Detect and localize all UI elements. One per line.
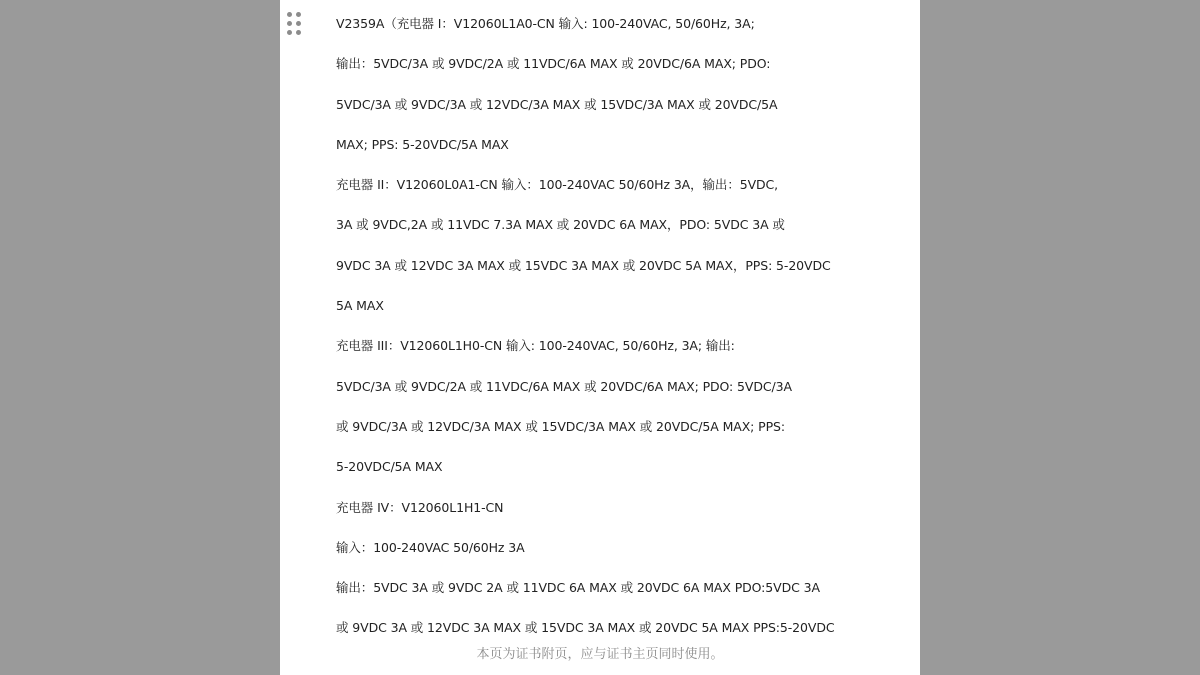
text-line: 5A MAX <box>336 298 384 314</box>
text-line: 充电器 III：V12060L1H0-CN 输入: 100-240VAC, 50/60Hz, 3A; 输出: <box>336 338 735 354</box>
drag-dot <box>296 30 301 35</box>
text-line: 或 9VDC/3A 或 12VDC/3A MAX 或 15VDC/3A MAX 或 20VDC/5A MAX; PPS: <box>336 418 785 434</box>
text-line: 充电器 II：V12060L0A1-CN 输入：100-240VAC 50/60Hz 3A，输出：5VDC, <box>336 177 779 193</box>
text-line: 输入：100-240VAC 50/60Hz 3A <box>336 539 525 555</box>
text-line: 9VDC 3A 或 12VDC 3A MAX 或 15VDC 3A MAX 或 20VDC 5A MAX，PPS: 5-20VDC <box>336 257 831 273</box>
drag-dot <box>296 21 301 26</box>
document-text-block <box>336 14 906 659</box>
drag-handle-icon[interactable] <box>287 12 301 36</box>
drag-dot <box>287 30 292 35</box>
document-page <box>280 0 920 675</box>
text-line: MAX; PPS: 5-20VDC/5A MAX <box>336 136 509 152</box>
footer-note: 本页为证书附页，应与证书主页同时使用。 <box>476 647 724 662</box>
text-line: 充电器 IV：V12060L1H1-CN <box>336 499 504 515</box>
text-line: 输出：5VDC 3A 或 9VDC 2A 或 11VDC 6A MAX 或 20VDC 6A MAX PDO:5VDC 3A <box>336 580 820 596</box>
drag-dot <box>287 21 292 26</box>
drag-dot <box>287 12 292 17</box>
text-line: 5-20VDC/5A MAX <box>336 459 443 475</box>
text-line: 3A 或 9VDC,2A 或 11VDC 7.3A MAX 或 20VDC 6A MAX，PDO: 5VDC 3A 或 <box>336 217 785 233</box>
drag-dot <box>296 12 301 17</box>
text-line: 或 9VDC 3A 或 12VDC 3A MAX 或 15VDC 3A MAX 或 20VDC 5A MAX PPS:5-20VDC <box>336 620 835 636</box>
text-line: 5VDC/3A 或 9VDC/3A 或 12VDC/3A MAX 或 15VDC/3A MAX 或 20VDC/5A <box>336 96 778 112</box>
text-line: 5VDC/3A 或 9VDC/2A 或 11VDC/6A MAX 或 20VDC/6A MAX; PDO: 5VDC/3A <box>336 378 792 394</box>
text-line: V2359A（充电器 I：V12060L1A0-CN 输入: 100-240VAC, 50/60Hz, 3A; <box>336 16 755 31</box>
text-line: 输出：5VDC/3A 或 9VDC/2A 或 11VDC/6A MAX 或 20VDC/6A MAX; PDO: <box>336 56 771 72</box>
